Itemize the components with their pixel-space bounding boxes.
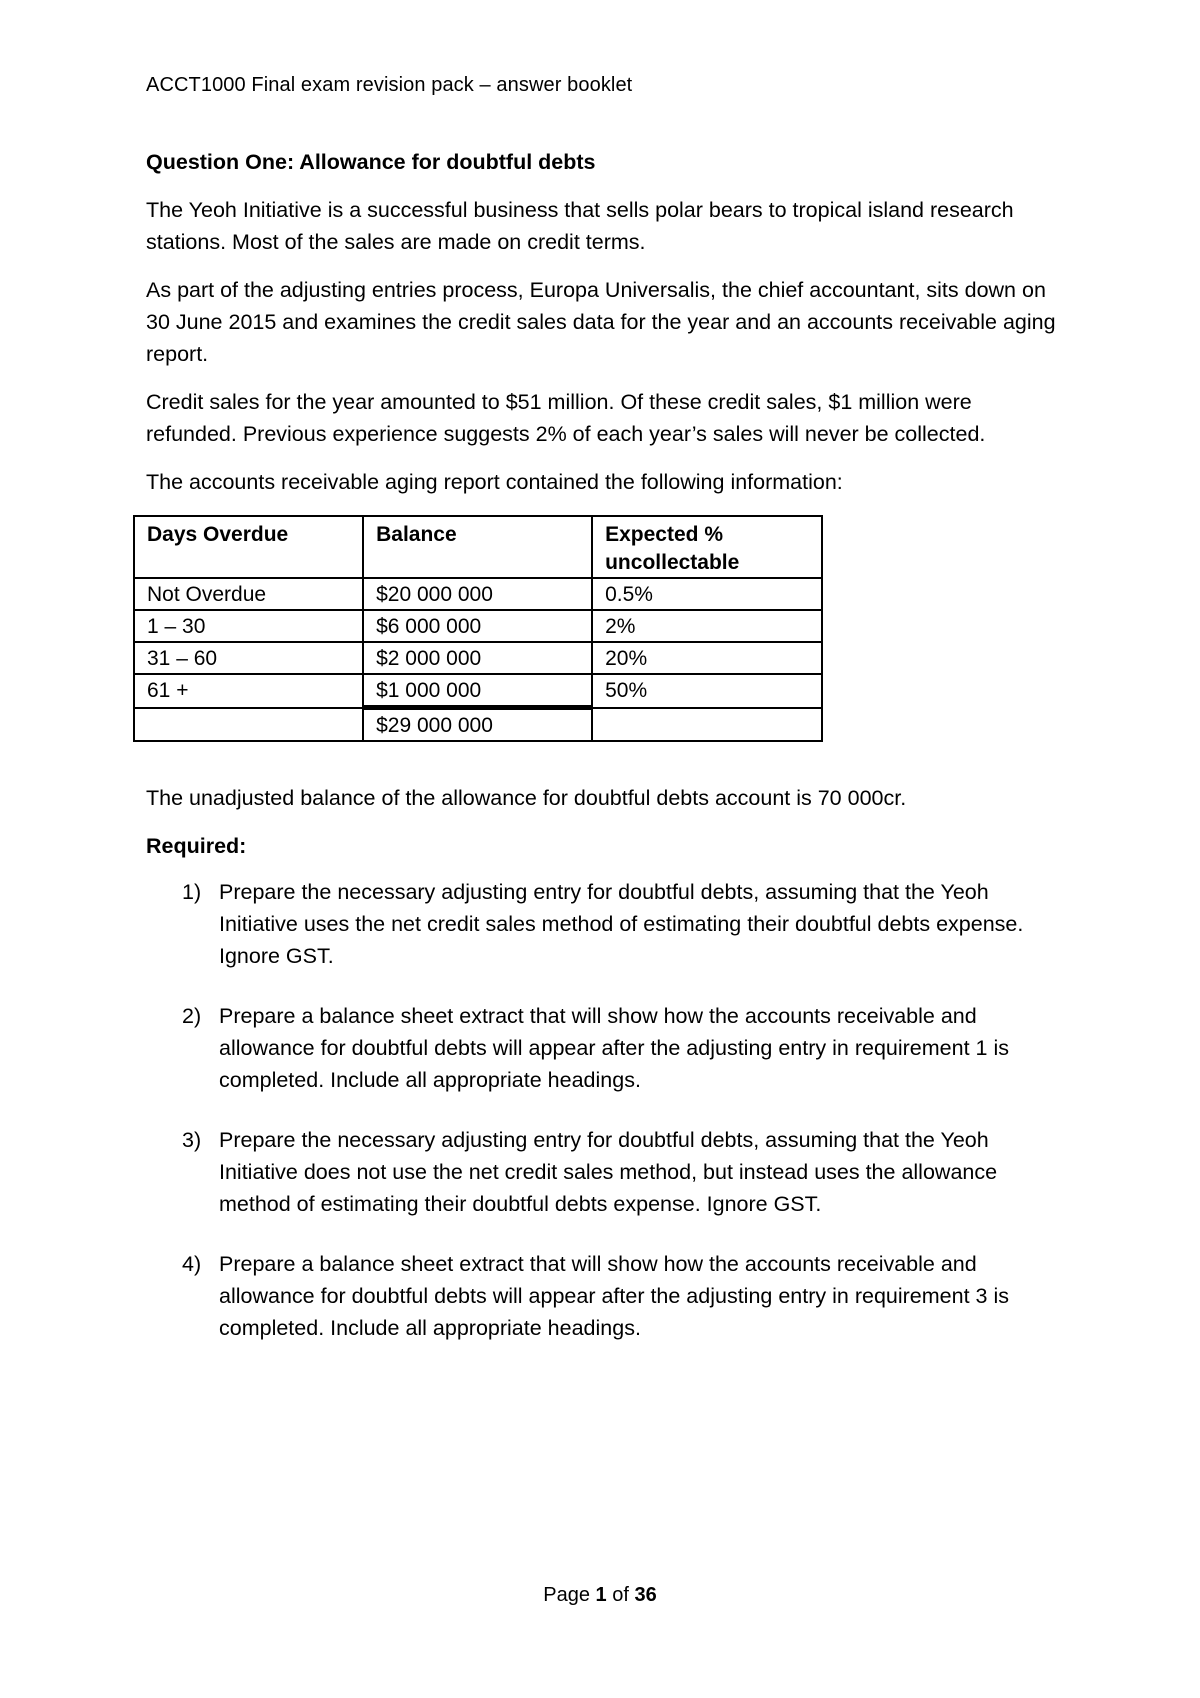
cell-days: 61 +	[134, 674, 363, 708]
header-balance: Balance	[363, 516, 592, 578]
cell-days: 31 – 60	[134, 642, 363, 674]
page-header: ACCT1000 Final exam revision pack – answer booklet	[146, 74, 633, 96]
item-number: 3)	[182, 1128, 202, 1152]
cell-balance: $1 000 000	[363, 674, 592, 708]
page-word: Page	[543, 1584, 590, 1606]
item-text: Prepare the necessary adjusting entry for doubtful debts, assuming that the Yeoh Initiative uses the net credit sales method of estimating their doubtful debts expense. Ignore GST.	[219, 880, 1024, 968]
table-row	[134, 674, 822, 708]
required-label: Required:	[146, 834, 247, 858]
cell-percent: 0.5%	[592, 578, 822, 610]
list-item	[146, 876, 1066, 972]
of-word: of	[612, 1584, 629, 1606]
item-number: 4)	[182, 1252, 202, 1276]
table-total-row	[134, 708, 822, 742]
table-row	[134, 610, 822, 642]
intro-paragraph: The Yeoh Initiative is a successful business that sells polar bears to tropical island research stations. Most of the sales are made on credit terms.	[146, 198, 1014, 254]
cell-percent: 2%	[592, 610, 822, 642]
credit-sales-paragraph: Credit sales for the year amounted to $51 million. Of these credit sales, $1 million were refunded. Previous experience suggests 2% of each year’s sales will never be collected.	[146, 390, 986, 446]
list-item	[146, 1000, 1066, 1096]
cell-total-balance: $29 000 000	[363, 708, 592, 742]
requirements-list	[146, 876, 1066, 1344]
item-text: Prepare a balance sheet extract that will show how the accounts receivable and allowance for doubtful debts will appear after the adjusting entry in requirement 3 is completed. Include all appropriate headings.	[219, 1252, 1009, 1340]
list-item	[146, 1248, 1066, 1344]
adjusting-paragraph: As part of the adjusting entries process, Europa Universalis, the chief accountant, sits down on 30 June 2015 and examines the credit sales data for the year and an accounts receivable aging report.	[146, 278, 1056, 366]
unadjusted-balance-note: The unadjusted balance of the allowance for doubtful debts account is 70 000cr.	[146, 786, 907, 810]
cell-days: 1 – 30	[134, 610, 363, 642]
question-title: Question One: Allowance for doubtful debts	[146, 150, 596, 174]
total-pages-number: 36	[634, 1584, 657, 1606]
aging-report-table	[133, 515, 823, 742]
cell-balance: $6 000 000	[363, 610, 592, 642]
item-number: 2)	[182, 1004, 202, 1028]
current-page-number: 1	[595, 1584, 607, 1606]
cell-balance: $2 000 000	[363, 642, 592, 674]
cell-days: Not Overdue	[134, 578, 363, 610]
header-days-overdue: Days Overdue	[134, 516, 363, 578]
item-number: 1)	[182, 880, 202, 904]
table-header-row	[134, 516, 822, 578]
aging-intro-paragraph: The accounts receivable aging report contained the following information:	[146, 470, 843, 494]
table-row	[134, 578, 822, 610]
table-row	[134, 642, 822, 674]
list-item	[146, 1124, 1066, 1220]
item-text: Prepare a balance sheet extract that will show how the accounts receivable and allowance for doubtful debts will appear after the adjusting entry in requirement 1 is completed. Include all appropriate headings.	[219, 1004, 1009, 1092]
cell-total-percent	[592, 708, 822, 742]
page-footer	[0, 1584, 1200, 1607]
cell-percent: 20%	[592, 642, 822, 674]
header-expected-uncollectable: Expected % uncollectable	[592, 516, 822, 578]
item-text: Prepare the necessary adjusting entry for doubtful debts, assuming that the Yeoh Initiative does not use the net credit sales method, but instead uses the allowance method of estimating their doubtful debts expense. Ignore GST.	[219, 1128, 998, 1216]
cell-percent: 50%	[592, 674, 822, 708]
requirements-section	[146, 782, 1066, 1372]
question-body	[146, 146, 1066, 514]
cell-balance: $20 000 000	[363, 578, 592, 610]
cell-total-label	[134, 708, 363, 742]
